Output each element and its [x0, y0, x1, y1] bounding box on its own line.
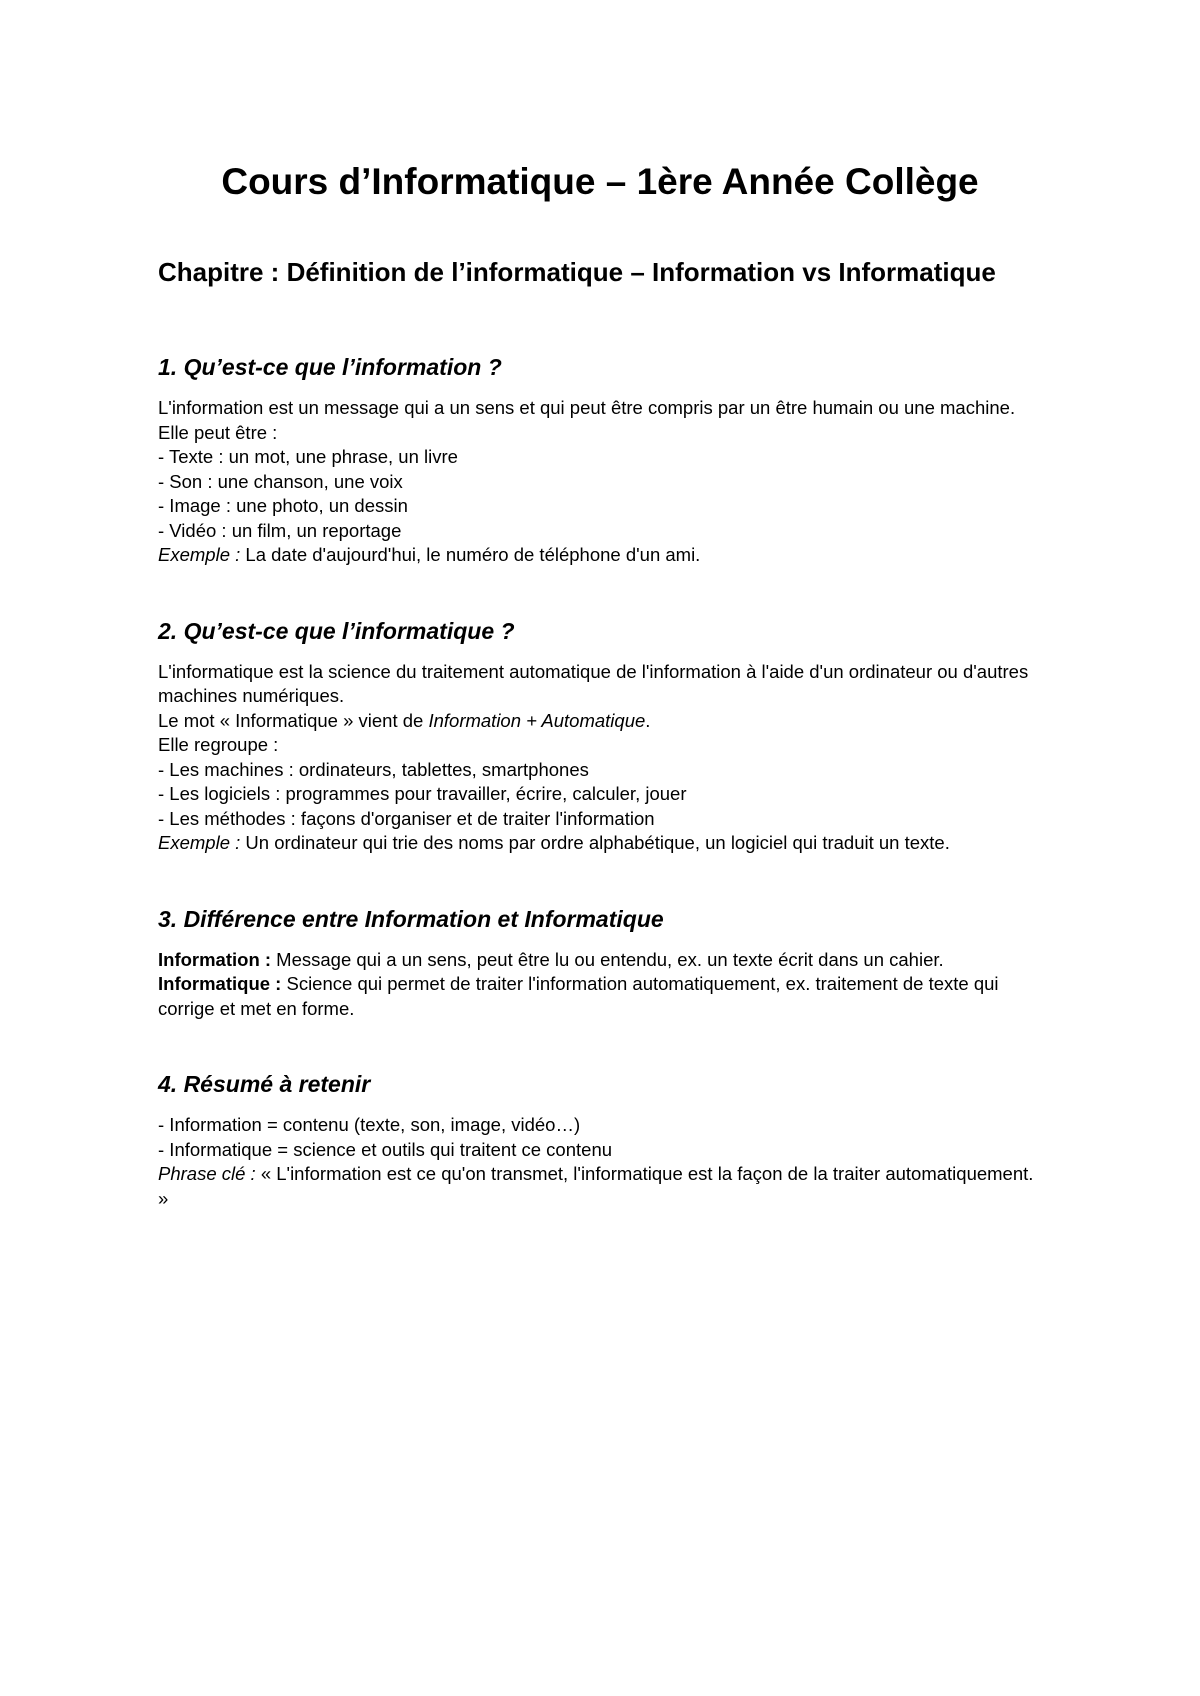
etymology-suffix: . [645, 709, 651, 731]
section-heading: 1. Qu’est-ce que l’information ? [158, 354, 502, 380]
list-item: - Informatique = science et outils qui traitent ce contenu [158, 1138, 613, 1160]
paragraph-intro: L'informatique est la science du traitement automatique de l'information à l'aide d'un ordinateur ou d'autres machines numériques. [158, 660, 1029, 706]
section-body [158, 396, 1042, 568]
section-information [158, 352, 1042, 568]
list-item: - Vidéo : un film, un reportage [158, 519, 402, 541]
definition-information [158, 948, 1042, 973]
section-body [158, 948, 1042, 1022]
section-body [158, 660, 1042, 856]
paragraph-lead: Elle peut être : [158, 421, 278, 443]
key-phrase-line [158, 1162, 1042, 1211]
list-item: - Les machines : ordinateurs, tablettes, smartphones [158, 758, 589, 780]
section-informatique [158, 616, 1042, 856]
example-text: La date d'aujourd'hui, le numéro de téléphone d'un ami. [240, 544, 701, 565]
document-title: Cours d’Informatique – 1ère Année Collège [221, 161, 979, 202]
chapter-title: Chapitre : Définition de l’informatique – Information vs Informatique [158, 257, 996, 287]
section-difference [158, 904, 1042, 1022]
example-line [158, 831, 1042, 856]
etymology-prefix: Le mot « Informatique » vient de [158, 709, 429, 731]
definition-label: Informatique : [158, 973, 282, 994]
key-phrase-text: « L'information est ce qu'on transmet, l'informatique est la façon de la traiter automatiquement. » [158, 1163, 1034, 1209]
list-item: - Texte : un mot, une phrase, un livre [158, 446, 458, 467]
example-line [158, 543, 1042, 568]
definition-text: Science qui permet de traiter l'information automatiquement, ex. traitement de texte qui corrige et met en forme. [158, 973, 999, 1019]
example-label: Exemple : [158, 832, 241, 853]
etymology-line [158, 709, 1042, 734]
list-item: - Les logiciels : programmes pour travailler, écrire, calculer, jouer [158, 783, 687, 804]
etymology-italic: Information + Automatique [428, 709, 646, 731]
list-item: - Les méthodes : façons d'organiser et de traiter l'information [158, 807, 655, 829]
section-heading: 3. Différence entre Information et Informatique [158, 905, 664, 932]
section-heading: 2. Qu’est-ce que l’informatique ? [158, 617, 515, 644]
list-item: - Information = contenu (texte, son, image, vidéo…) [158, 1114, 581, 1135]
section-body [158, 1113, 1042, 1211]
section-heading: 4. Résumé à retenir [158, 1071, 371, 1097]
example-text: Un ordinateur qui trie des noms par ordre alphabétique, un logiciel qui traduit un texte. [240, 832, 950, 853]
definition-text: Message qui a un sens, peut être lu ou entendu, ex. un texte écrit dans un cahier. [271, 948, 944, 970]
list-item: - Son : une chanson, une voix [158, 470, 403, 492]
paragraph-intro: L'information est un message qui a un sens et qui peut être compris par un être humain ou une machine. [158, 397, 1016, 418]
example-label: Exemple : [158, 544, 241, 565]
key-phrase-label: Phrase clé : [158, 1163, 256, 1184]
definition-label: Information : [158, 948, 272, 970]
list-item: - Image : une photo, un dessin [158, 495, 408, 516]
section-summary [158, 1069, 1042, 1211]
paragraph-lead: Elle regroupe : [158, 734, 279, 755]
definition-informatique [158, 972, 1042, 1021]
